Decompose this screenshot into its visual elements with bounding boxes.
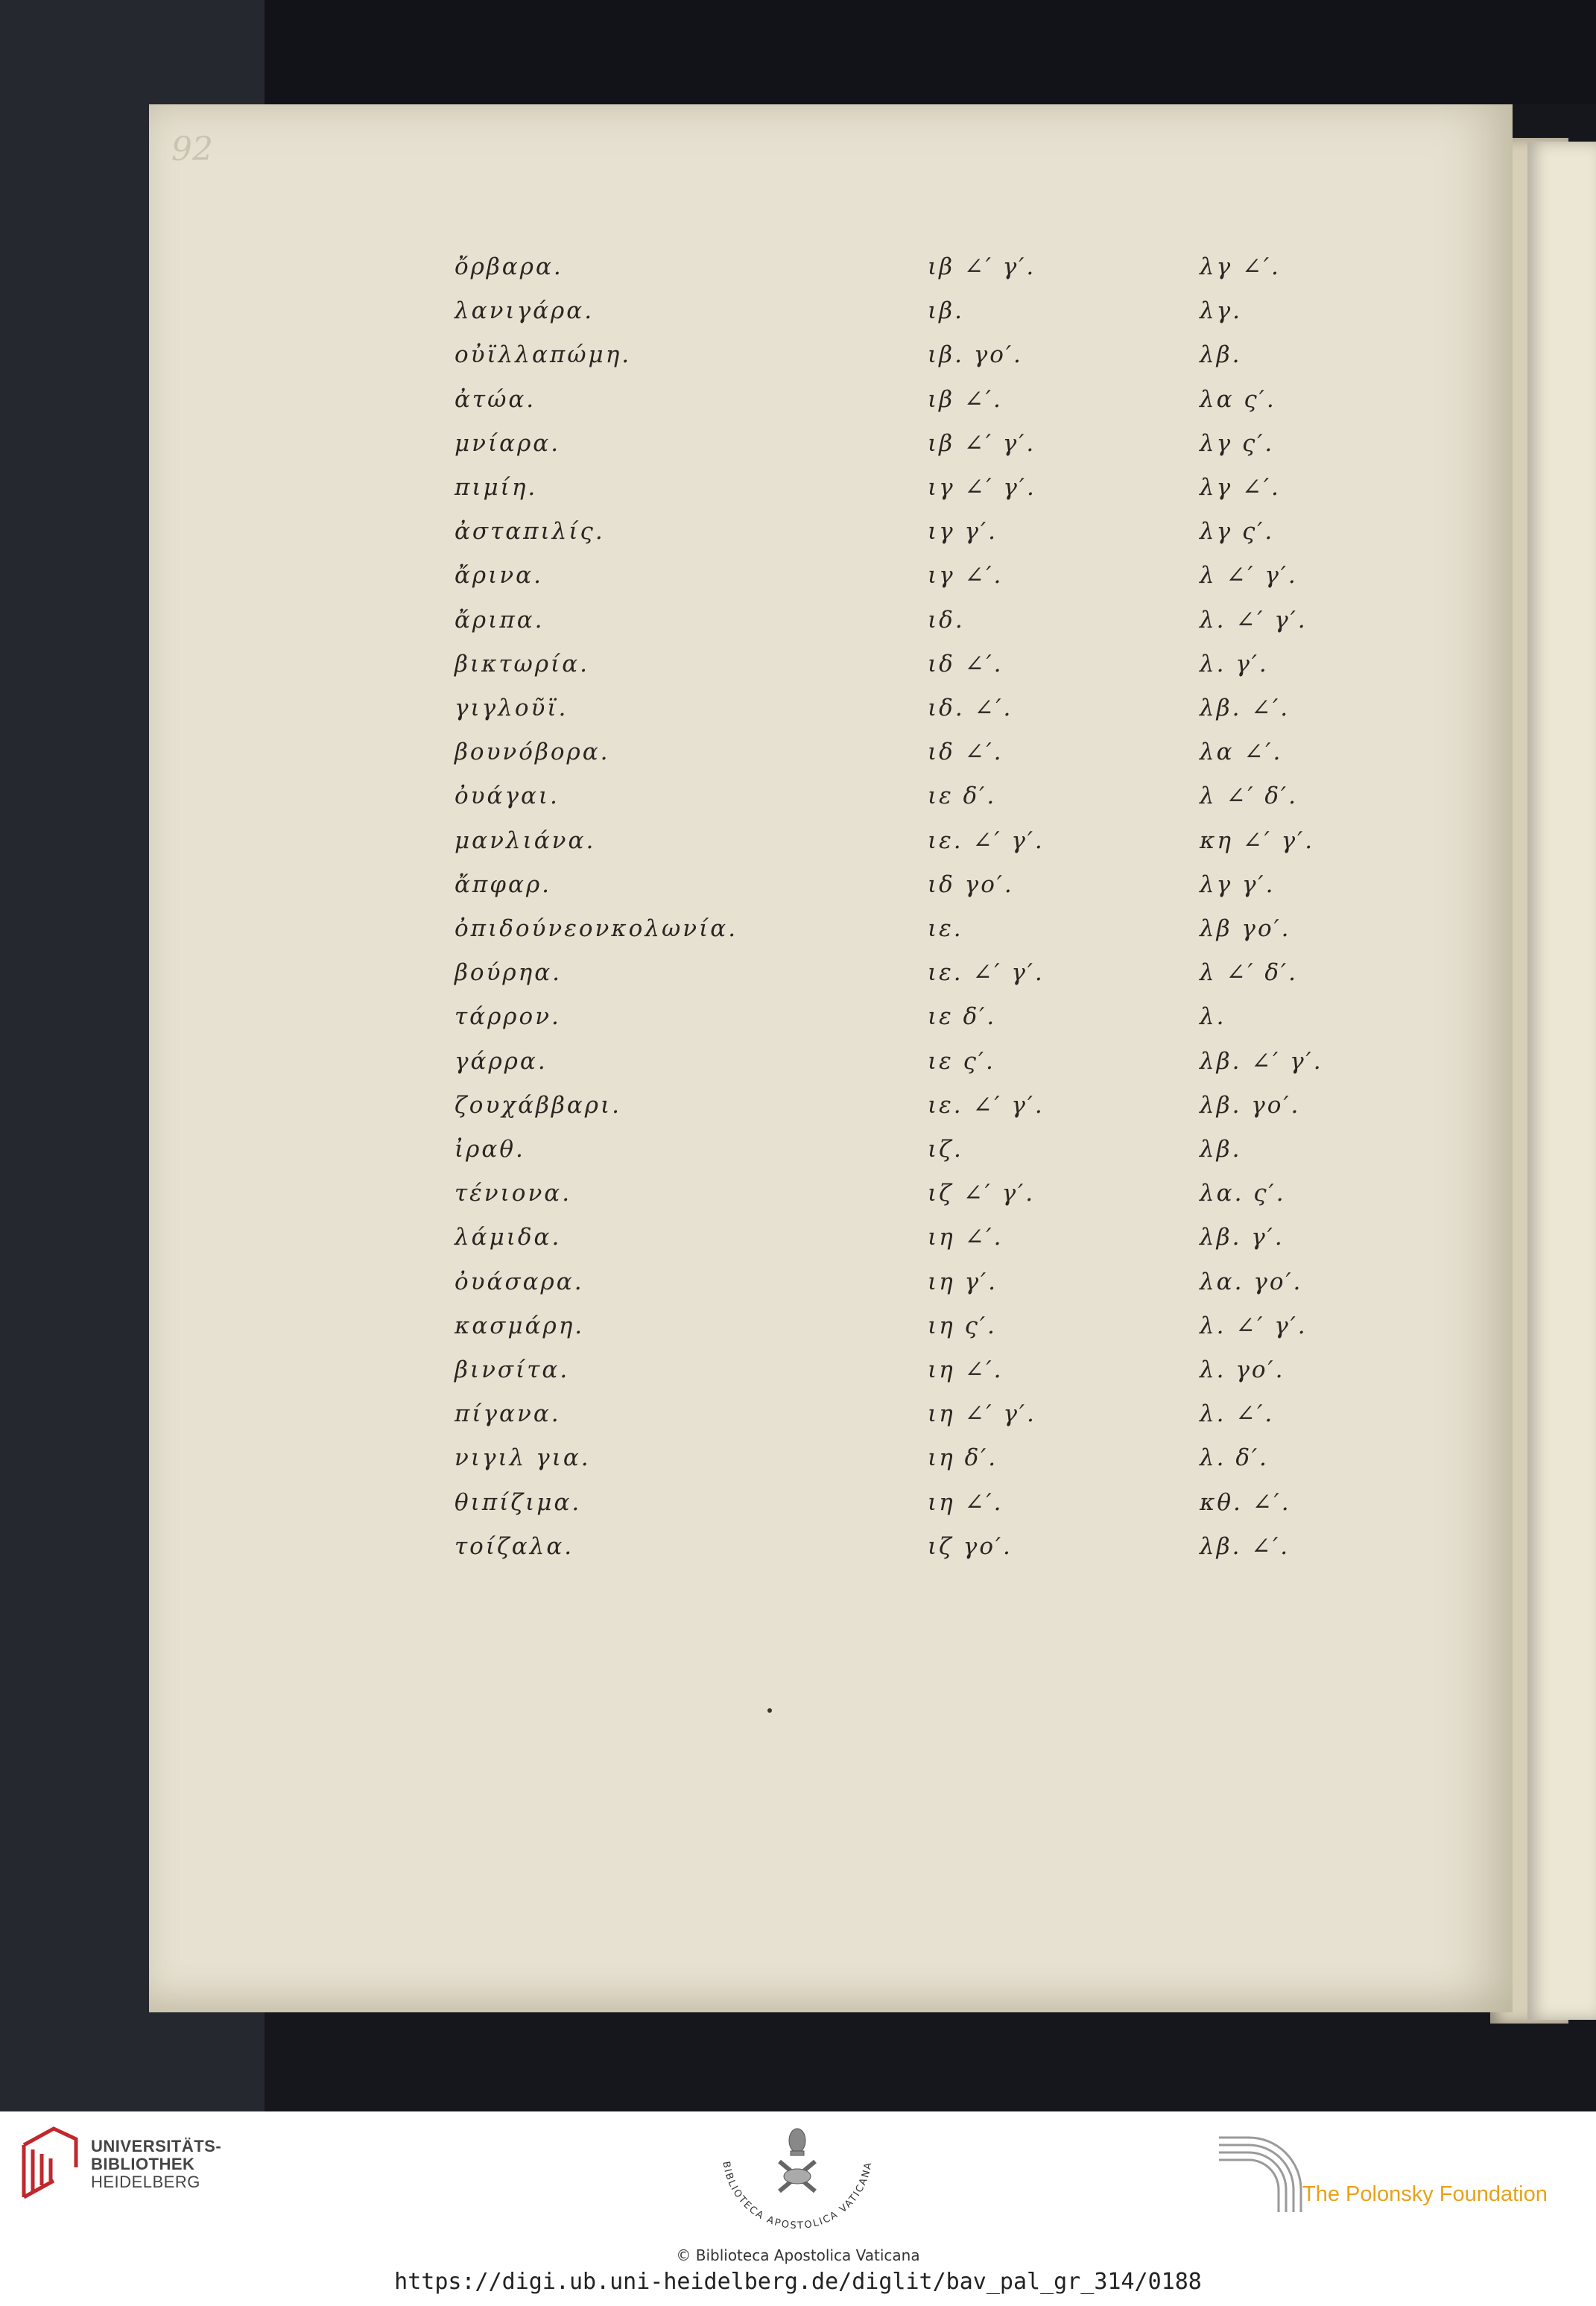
longitude-value: ιε.: [928, 915, 963, 942]
longitude-value: ιη ς′.: [928, 1312, 997, 1339]
longitude-value: ιε δ′.: [928, 1003, 997, 1031]
longitude-value: ιδ γο′.: [928, 871, 1014, 898]
longitude-value: ιγ γ′.: [928, 518, 998, 546]
table-row: [455, 1489, 1349, 1534]
place-name: ἄριπα.: [455, 606, 545, 634]
longitude-value: ιζ.: [928, 1136, 963, 1163]
latitude-value: λ ∠′ δ′.: [1200, 783, 1298, 810]
place-name: ὄρβαρα.: [455, 253, 563, 280]
place-name: βουνόβορα.: [455, 739, 610, 766]
place-name: ἄπφαρ.: [455, 871, 552, 898]
place-name: τένιονα.: [455, 1180, 572, 1207]
table-row: [455, 1356, 1349, 1401]
ub-line-3: HEIDELBERG: [91, 2173, 200, 2191]
ink-dot: [767, 1708, 772, 1713]
place-name: νιγιλ για.: [455, 1444, 591, 1472]
ub-heidelberg-wordmark[interactable]: [91, 2138, 221, 2191]
place-name: οὐϊλλαπώμη.: [455, 341, 632, 369]
latitude-value: λβ. ∠′ γ′.: [1200, 1047, 1323, 1075]
longitude-value: ιδ ∠′.: [928, 650, 1004, 677]
longitude-value: ιη ∠′.: [928, 1488, 1004, 1516]
place-name: ὀυάγαι.: [455, 783, 560, 810]
longitude-value: ιβ ∠′ γ′.: [928, 253, 1036, 280]
place-name: ὀπιδούνεονκολωνία.: [455, 915, 738, 942]
table-row: [455, 1533, 1349, 1578]
place-name: τοίζαλα.: [455, 1532, 574, 1560]
latitude-value: λγ ς′.: [1200, 429, 1275, 457]
facing-page: [1527, 142, 1596, 2020]
table-row: [455, 959, 1349, 1004]
latitude-value: λβ. ∠′.: [1200, 1532, 1291, 1560]
place-name: ἰραθ.: [455, 1136, 525, 1163]
latitude-value: λγ γ′.: [1200, 871, 1276, 898]
latitude-value: λβ. γο′.: [1200, 1091, 1301, 1119]
place-name: ἀτώα.: [455, 385, 536, 413]
table-row: [455, 253, 1349, 298]
latitude-value: λβ.: [1200, 341, 1242, 369]
latitude-value: λ. γο′.: [1200, 1356, 1285, 1383]
place-name: πιμίη.: [455, 474, 538, 501]
table-row: [455, 1136, 1349, 1181]
table-row: [455, 297, 1349, 342]
polonsky-foundation-label[interactable]: The Polonsky Foundation: [1302, 2182, 1548, 2206]
latitude-value: κθ. ∠′.: [1200, 1488, 1291, 1516]
scan-backdrop-top: [265, 0, 1596, 104]
latitude-value: λα ς′.: [1200, 385, 1276, 413]
table-row: [455, 474, 1349, 519]
table-row: [455, 1180, 1349, 1225]
table-row: [455, 915, 1349, 960]
table-row: [455, 1048, 1349, 1093]
table-row: [455, 518, 1349, 563]
place-name: βικτωρία.: [455, 650, 590, 677]
table-row: [455, 827, 1349, 872]
polonsky-arcs-icon: [1219, 2130, 1308, 2212]
longitude-value: ιβ ∠′.: [928, 385, 1003, 413]
latitude-value: λ. γ′.: [1200, 650, 1269, 677]
latitude-value: λα ∠′.: [1200, 739, 1283, 766]
ub-line-1: UNIVERSITÄTS-: [91, 2137, 222, 2155]
table-row: [455, 386, 1349, 431]
vatican-library-emblem-icon[interactable]: [708, 2124, 887, 2228]
longitude-value: ιε ς′.: [928, 1047, 995, 1075]
longitude-value: ιζ γο′.: [928, 1532, 1013, 1560]
table-row: [455, 607, 1349, 651]
place-name: μνίαρα.: [455, 429, 561, 457]
longitude-value: ιη ∠′ γ′.: [928, 1400, 1036, 1428]
table-row: [455, 430, 1349, 475]
table-row: [455, 1269, 1349, 1313]
latitude-value: λβ. ∠′.: [1200, 695, 1291, 721]
longitude-value: ιη γ′.: [928, 1268, 998, 1295]
latitude-value: λγ ς′.: [1200, 518, 1275, 546]
longitude-value: ιβ. γο′.: [928, 341, 1023, 369]
latitude-value: λγ.: [1200, 297, 1243, 325]
longitude-value: ιε δ′.: [928, 783, 997, 810]
latitude-value: λβ γο′.: [1200, 915, 1291, 942]
place-name: λάμιδα.: [455, 1224, 562, 1251]
table-row: [455, 871, 1349, 916]
vatican-arc-text: BIBLIOTECA APOSTOLICA VATICANA: [720, 2160, 875, 2228]
longitude-value: ιδ.: [928, 606, 965, 634]
latitude-value: λ ∠′ γ′.: [1200, 562, 1298, 590]
table-row: [455, 651, 1349, 695]
place-name: λανιγάρα.: [455, 297, 595, 325]
longitude-value: ιε. ∠′ γ′.: [928, 959, 1045, 987]
longitude-value: ιδ. ∠′.: [928, 695, 1013, 721]
place-name: κασμάρη.: [455, 1312, 585, 1339]
table-row: [455, 739, 1349, 783]
latitude-value: λγ ∠′.: [1200, 474, 1281, 501]
latitude-value: λβ.: [1200, 1136, 1242, 1163]
table-row: [455, 1224, 1349, 1269]
longitude-value: ιβ ∠′ γ′.: [928, 429, 1036, 457]
latitude-value: λ ∠′ δ′.: [1200, 959, 1298, 987]
longitude-value: ιβ.: [928, 297, 964, 325]
table-row: [455, 695, 1349, 739]
ub-heidelberg-logo-icon[interactable]: [16, 2123, 83, 2205]
place-name: θιπίζιμα.: [455, 1488, 582, 1516]
table-row: [455, 1312, 1349, 1357]
ub-line-2: BIBLIOTHEK: [91, 2155, 195, 2173]
longitude-value: ιγ ∠′ γ′.: [928, 474, 1036, 501]
latitude-value: λβ. γ′.: [1200, 1224, 1285, 1251]
place-name: ὀυάσαρα.: [455, 1268, 584, 1295]
longitude-value: ιδ ∠′.: [928, 739, 1004, 766]
table-row: [455, 1400, 1349, 1445]
latitude-value: λ.: [1200, 1003, 1226, 1031]
latitude-value: λγ ∠′.: [1200, 253, 1281, 280]
latitude-value: λα. γο′.: [1200, 1268, 1303, 1295]
place-name: βούρηα.: [455, 959, 563, 987]
longitude-value: ιη δ′.: [928, 1444, 998, 1472]
longitude-value: ιε. ∠′ γ′.: [928, 1091, 1045, 1119]
longitude-value: ιγ ∠′.: [928, 562, 1004, 590]
folio-number: 92: [171, 130, 213, 168]
latitude-value: λ. ∠′ γ′.: [1200, 1312, 1308, 1339]
place-name: μανλιάνα.: [455, 827, 596, 854]
place-name: ἄρινα.: [455, 562, 543, 590]
copyright-notice: © Biblioteca Apostolica Vaticana: [676, 2246, 920, 2264]
latitude-value: λ. ∠′ γ′.: [1200, 606, 1308, 634]
table-row: [455, 1003, 1349, 1048]
place-name: τάρρον.: [455, 1003, 561, 1031]
latitude-value: κη ∠′ γ′.: [1200, 827, 1315, 854]
place-name: γιγλοῦϊ.: [455, 695, 569, 721]
table-row: [455, 1444, 1349, 1489]
longitude-value: ιη ∠′.: [928, 1224, 1004, 1251]
latitude-value: λ. δ′.: [1200, 1444, 1269, 1472]
longitude-value: ιζ ∠′ γ′.: [928, 1180, 1036, 1207]
place-name: πίγανα.: [455, 1400, 561, 1428]
permalink-url[interactable]: https://digi.ub.uni-heidelberg.de/diglit/bav_pal_gr_314/0188: [394, 2269, 1202, 2295]
table-row: [455, 1092, 1349, 1137]
place-name: ζουχάββαρι.: [455, 1091, 622, 1119]
place-name: ἀσταπιλίς.: [455, 518, 605, 546]
longitude-value: ιε. ∠′ γ′.: [928, 827, 1045, 854]
place-name: γάρρα.: [455, 1047, 548, 1075]
table-row: [455, 783, 1349, 827]
latitude-value: λ. ∠′.: [1200, 1400, 1275, 1428]
place-name: βινσίτα.: [455, 1356, 570, 1383]
latitude-value: λα. ς′.: [1200, 1180, 1286, 1207]
longitude-value: ιη ∠′.: [928, 1356, 1004, 1383]
table-row: [455, 341, 1349, 386]
table-row: [455, 562, 1349, 607]
